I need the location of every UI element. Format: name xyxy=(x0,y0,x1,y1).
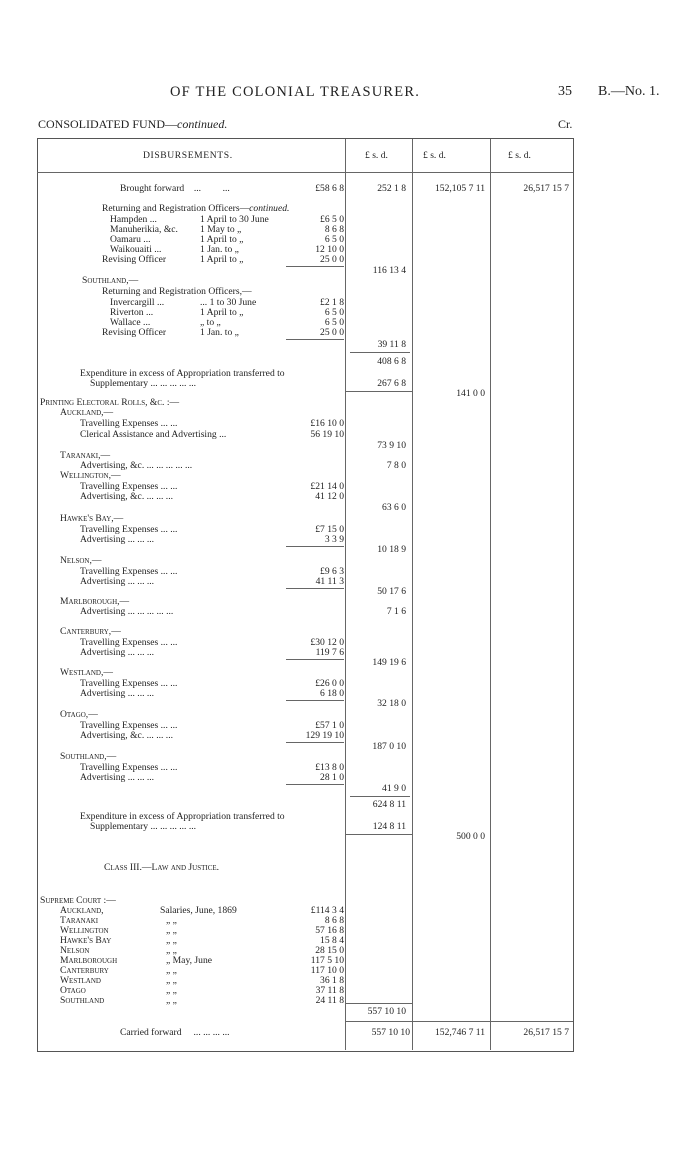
amount: £16 10 0 xyxy=(310,418,344,429)
electoral-total: 141 0 0 xyxy=(456,388,485,399)
returning-officers-continued: continued. xyxy=(249,203,290,214)
column-divider xyxy=(412,139,413,1050)
court-district: Otago xyxy=(60,985,86,996)
carried-forward-col1: 557 10 10 xyxy=(371,1027,410,1038)
province-total: 10 18 9 xyxy=(377,544,406,555)
excess-note-line1: Expenditure in excess of Appropriation transferred to xyxy=(80,811,285,822)
amount: 28 1 0 xyxy=(320,772,344,783)
column-divider xyxy=(490,139,491,1050)
district-name: Hampden ... xyxy=(110,214,157,225)
expense-item: Travelling Expenses ... ... xyxy=(80,762,178,773)
court-period: „ May, June xyxy=(166,955,213,966)
carried-forward-label xyxy=(120,1028,230,1038)
expense-item: Advertising, &c. ... ... ... xyxy=(80,730,173,741)
period: ... 1 to 30 June xyxy=(200,297,257,308)
expense-item: Travelling Expenses ... ... xyxy=(80,637,178,648)
expense-item: Travelling Expenses ... ... xyxy=(80,524,178,535)
district-name: Invercargill ... xyxy=(110,297,165,308)
expense-item: Travelling Expenses ... ... xyxy=(80,418,178,429)
amount: £2 1 8 xyxy=(320,297,344,308)
amount: 25 0 0 xyxy=(320,327,344,338)
province-heading: Marlborough,— xyxy=(60,596,130,607)
total-rule xyxy=(350,352,410,353)
class-heading: Class III.—Law and Justice. xyxy=(104,862,220,873)
expense-item: Travelling Expenses ... ... xyxy=(80,678,178,689)
amount: 117 10 0 xyxy=(310,965,344,976)
amount: £26 0 0 xyxy=(315,678,344,689)
electoral-rolls-total: 500 0 0 xyxy=(456,831,485,842)
money-col-heading-3: £ s. d. xyxy=(508,150,531,161)
district-name: Wallace ... xyxy=(110,317,151,328)
period: „ to „ xyxy=(200,317,221,328)
section-title xyxy=(38,117,227,132)
total-rule xyxy=(350,796,410,797)
expense-item: Advertising, &c. ... ... ... ... ... xyxy=(80,460,193,471)
court-period: „ „ xyxy=(166,915,177,926)
total-rule xyxy=(346,834,412,835)
subtotal-rule xyxy=(286,588,344,589)
court-district: Canterbury xyxy=(60,965,109,976)
excess-note-line2: Supplementary ... ... ... ... ... xyxy=(90,821,197,832)
expense-item: Travelling Expenses ... ... xyxy=(80,720,178,731)
province-heading: Southland,— xyxy=(60,751,117,762)
running-sum: 408 6 8 xyxy=(377,356,406,367)
excess-amount: 124 8 11 xyxy=(372,821,406,832)
carried-forward-text: Carried forward xyxy=(120,1027,182,1038)
amount: 8 6 8 xyxy=(324,915,344,926)
expense-item: Advertising, &c. ... ... ... xyxy=(80,491,173,502)
district-name: Revising Officer xyxy=(102,327,167,338)
amount: 117 5 10 xyxy=(310,955,344,966)
court-district: Auckland, xyxy=(60,905,104,916)
page-number: 35 xyxy=(558,84,572,99)
amount: £13 8 0 xyxy=(315,762,344,773)
excess-note-line2: Supplementary ... ... ... ... ... xyxy=(90,378,197,389)
period: 1 April to „ xyxy=(200,307,244,318)
section-title-main: CONSOLIDATED FUND— xyxy=(38,117,178,131)
court-period: „ „ xyxy=(166,985,177,996)
court-district: Nelson xyxy=(60,945,90,956)
district-name: Manuherikia, &c. xyxy=(110,224,178,235)
amount: 28 15 0 xyxy=(315,945,344,956)
province-total: 7 1 6 xyxy=(386,606,406,617)
subtotal-rule xyxy=(286,546,344,547)
subtotal-rule xyxy=(286,659,344,660)
money-col-heading-1: £ s. d. xyxy=(365,150,388,161)
carried-forward-col3: 26,517 15 7 xyxy=(523,1027,569,1038)
amount: 129 19 10 xyxy=(305,730,344,741)
district-name: Revising Officer xyxy=(102,254,167,265)
amount: £114 3 4 xyxy=(310,905,344,916)
amount: 25 0 0 xyxy=(320,254,344,265)
amount: 56 19 10 xyxy=(310,429,344,440)
province-total: 32 18 0 xyxy=(377,698,406,709)
period: 1 April to „ xyxy=(200,254,244,265)
supreme-court-total: 557 10 10 xyxy=(367,1006,406,1017)
expense-item: Travelling Expenses ... ... xyxy=(80,566,178,577)
amount: 36 1 8 xyxy=(320,975,344,986)
province-total: 7 8 0 xyxy=(386,460,406,471)
running-sum: 624 8 11 xyxy=(372,799,406,810)
court-period: „ „ xyxy=(166,935,177,946)
subtotal-rule xyxy=(286,742,344,743)
carried-forward-rule xyxy=(346,1021,573,1022)
district-name: Oamaru ... xyxy=(110,234,151,245)
court-district: Hawke's Bay xyxy=(60,935,112,946)
province-total: 50 17 6 xyxy=(377,586,406,597)
province-total: 187 0 10 xyxy=(372,741,406,752)
amount: 57 16 8 xyxy=(315,925,344,936)
court-period: „ „ xyxy=(166,975,177,986)
province-heading: Wellington,— xyxy=(60,470,121,481)
total-rule xyxy=(346,391,412,392)
period: 1 Jan. to „ xyxy=(200,327,239,338)
amount: 15 8 4 xyxy=(320,935,344,946)
amount: £9 6 3 xyxy=(320,566,344,577)
court-period: „ „ xyxy=(166,965,177,976)
province-total: 63 6 0 xyxy=(382,502,406,513)
brought-forward-text: Brought forward xyxy=(120,183,185,194)
subtotal-rule xyxy=(286,784,344,785)
brought-forward-col3: 26,517 15 7 xyxy=(523,183,569,194)
money-col-heading-2: £ s. d. xyxy=(423,150,446,161)
period: 1 April to 30 June xyxy=(200,214,269,225)
amount: 6 18 0 xyxy=(320,688,344,699)
court-period: „ „ xyxy=(166,925,177,936)
period: 1 Jan. to „ xyxy=(200,244,239,255)
province-heading: Hawke's Bay,— xyxy=(60,513,124,524)
amount: £57 1 0 xyxy=(315,720,344,731)
supreme-court-heading: Supreme Court :— xyxy=(40,895,116,906)
amount: 8 6 8 xyxy=(324,224,344,235)
carried-forward-leaders: ... ... ... ... xyxy=(193,1027,230,1038)
total-rule xyxy=(346,1003,412,1004)
electoral-rolls-heading: Printing Electoral Rolls, &c. :— xyxy=(40,397,180,408)
expense-item: Advertising ... ... ... xyxy=(80,647,155,658)
expense-item: Advertising ... ... ... xyxy=(80,772,155,783)
court-district: Westland xyxy=(60,975,101,986)
page-title: OF THE COLONIAL TREASURER. xyxy=(170,84,421,100)
amount: £21 14 0 xyxy=(310,481,344,492)
header-rule xyxy=(37,172,573,173)
amount: 37 11 8 xyxy=(315,985,344,996)
southland-heading: Southland,— xyxy=(82,275,139,286)
excess-amount: 267 6 8 xyxy=(377,378,406,389)
returning-officers-text: Returning and Registration Officers— xyxy=(102,203,250,214)
province-heading: Nelson,— xyxy=(60,555,102,566)
province-total: 73 9 10 xyxy=(377,440,406,451)
court-period: „ „ xyxy=(166,945,177,956)
amount: £30 12 0 xyxy=(310,637,344,648)
amount: 12 10 0 xyxy=(315,244,344,255)
province-total: 149 19 6 xyxy=(372,657,406,668)
expense-item: Advertising ... ... ... xyxy=(80,534,155,545)
document-reference: B.—No. 1. xyxy=(598,84,660,99)
expense-item: Advertising ... ... ... xyxy=(80,688,155,699)
expense-item: Advertising ... ... ... xyxy=(80,576,155,587)
brought-forward-col1: 252 1 8 xyxy=(377,183,406,194)
southland-officers-total: 39 11 8 xyxy=(377,339,406,350)
court-period: „ „ xyxy=(166,995,177,1006)
subtotal-rule xyxy=(286,700,344,701)
period: 1 April to „ xyxy=(200,234,244,245)
carried-forward-col2: 152,746 7 11 xyxy=(434,1027,485,1038)
disbursements-heading: DISBURSEMENTS. xyxy=(143,150,233,161)
province-heading: Auckland,— xyxy=(60,407,114,418)
credit-side-label: Cr. xyxy=(558,117,573,131)
southland-officers-heading: Returning and Registration Officers,— xyxy=(102,286,252,297)
district-name: Waikouaiti ... xyxy=(110,244,162,255)
amount: 6 5 0 xyxy=(324,317,344,328)
amount: 24 11 8 xyxy=(315,995,344,1006)
amount: £6 5 0 xyxy=(320,214,344,225)
expense-item: Travelling Expenses ... ... xyxy=(80,481,178,492)
otago-officers-total: 116 13 4 xyxy=(372,265,406,276)
court-district: Marlborough xyxy=(60,955,118,966)
excess-note-line1: Expenditure in excess of Appropriation transferred to xyxy=(80,368,285,379)
court-district: Southland xyxy=(60,995,105,1006)
brought-forward-label: Brought forward ... ... xyxy=(120,183,230,194)
amount: 6 5 0 xyxy=(324,234,344,245)
subtotal-rule xyxy=(286,339,344,340)
province-total: 41 9 0 xyxy=(382,783,406,794)
brought-forward-inner: £58 6 8 xyxy=(315,183,344,194)
returning-officers-heading xyxy=(102,204,289,214)
subtotal-rule xyxy=(286,266,344,267)
expense-item: Clerical Assistance and Advertising ... xyxy=(80,429,227,440)
province-heading: Taranaki,— xyxy=(60,450,111,461)
amount: 3 3 9 xyxy=(324,534,344,545)
amount: 41 11 3 xyxy=(315,576,344,587)
amount: 6 5 0 xyxy=(324,307,344,318)
district-name: Riverton ... xyxy=(110,307,154,318)
period: 1 May to „ xyxy=(200,224,242,235)
province-heading: Otago,— xyxy=(60,709,98,720)
province-heading: Canterbury,— xyxy=(60,626,121,637)
section-title-continued: continued. xyxy=(177,117,228,131)
court-period: Salaries, June, 1869 xyxy=(160,905,237,916)
court-district: Taranaki xyxy=(60,915,99,926)
province-heading: Westland,— xyxy=(60,667,113,678)
amount: £7 15 0 xyxy=(315,524,344,535)
court-district: Wellington xyxy=(60,925,109,936)
brought-forward-col2: 152,105 7 11 xyxy=(434,183,485,194)
expense-item: Advertising ... ... ... ... ... xyxy=(80,606,174,617)
amount: 41 12 0 xyxy=(315,491,344,502)
amount: 119 7 6 xyxy=(315,647,344,658)
